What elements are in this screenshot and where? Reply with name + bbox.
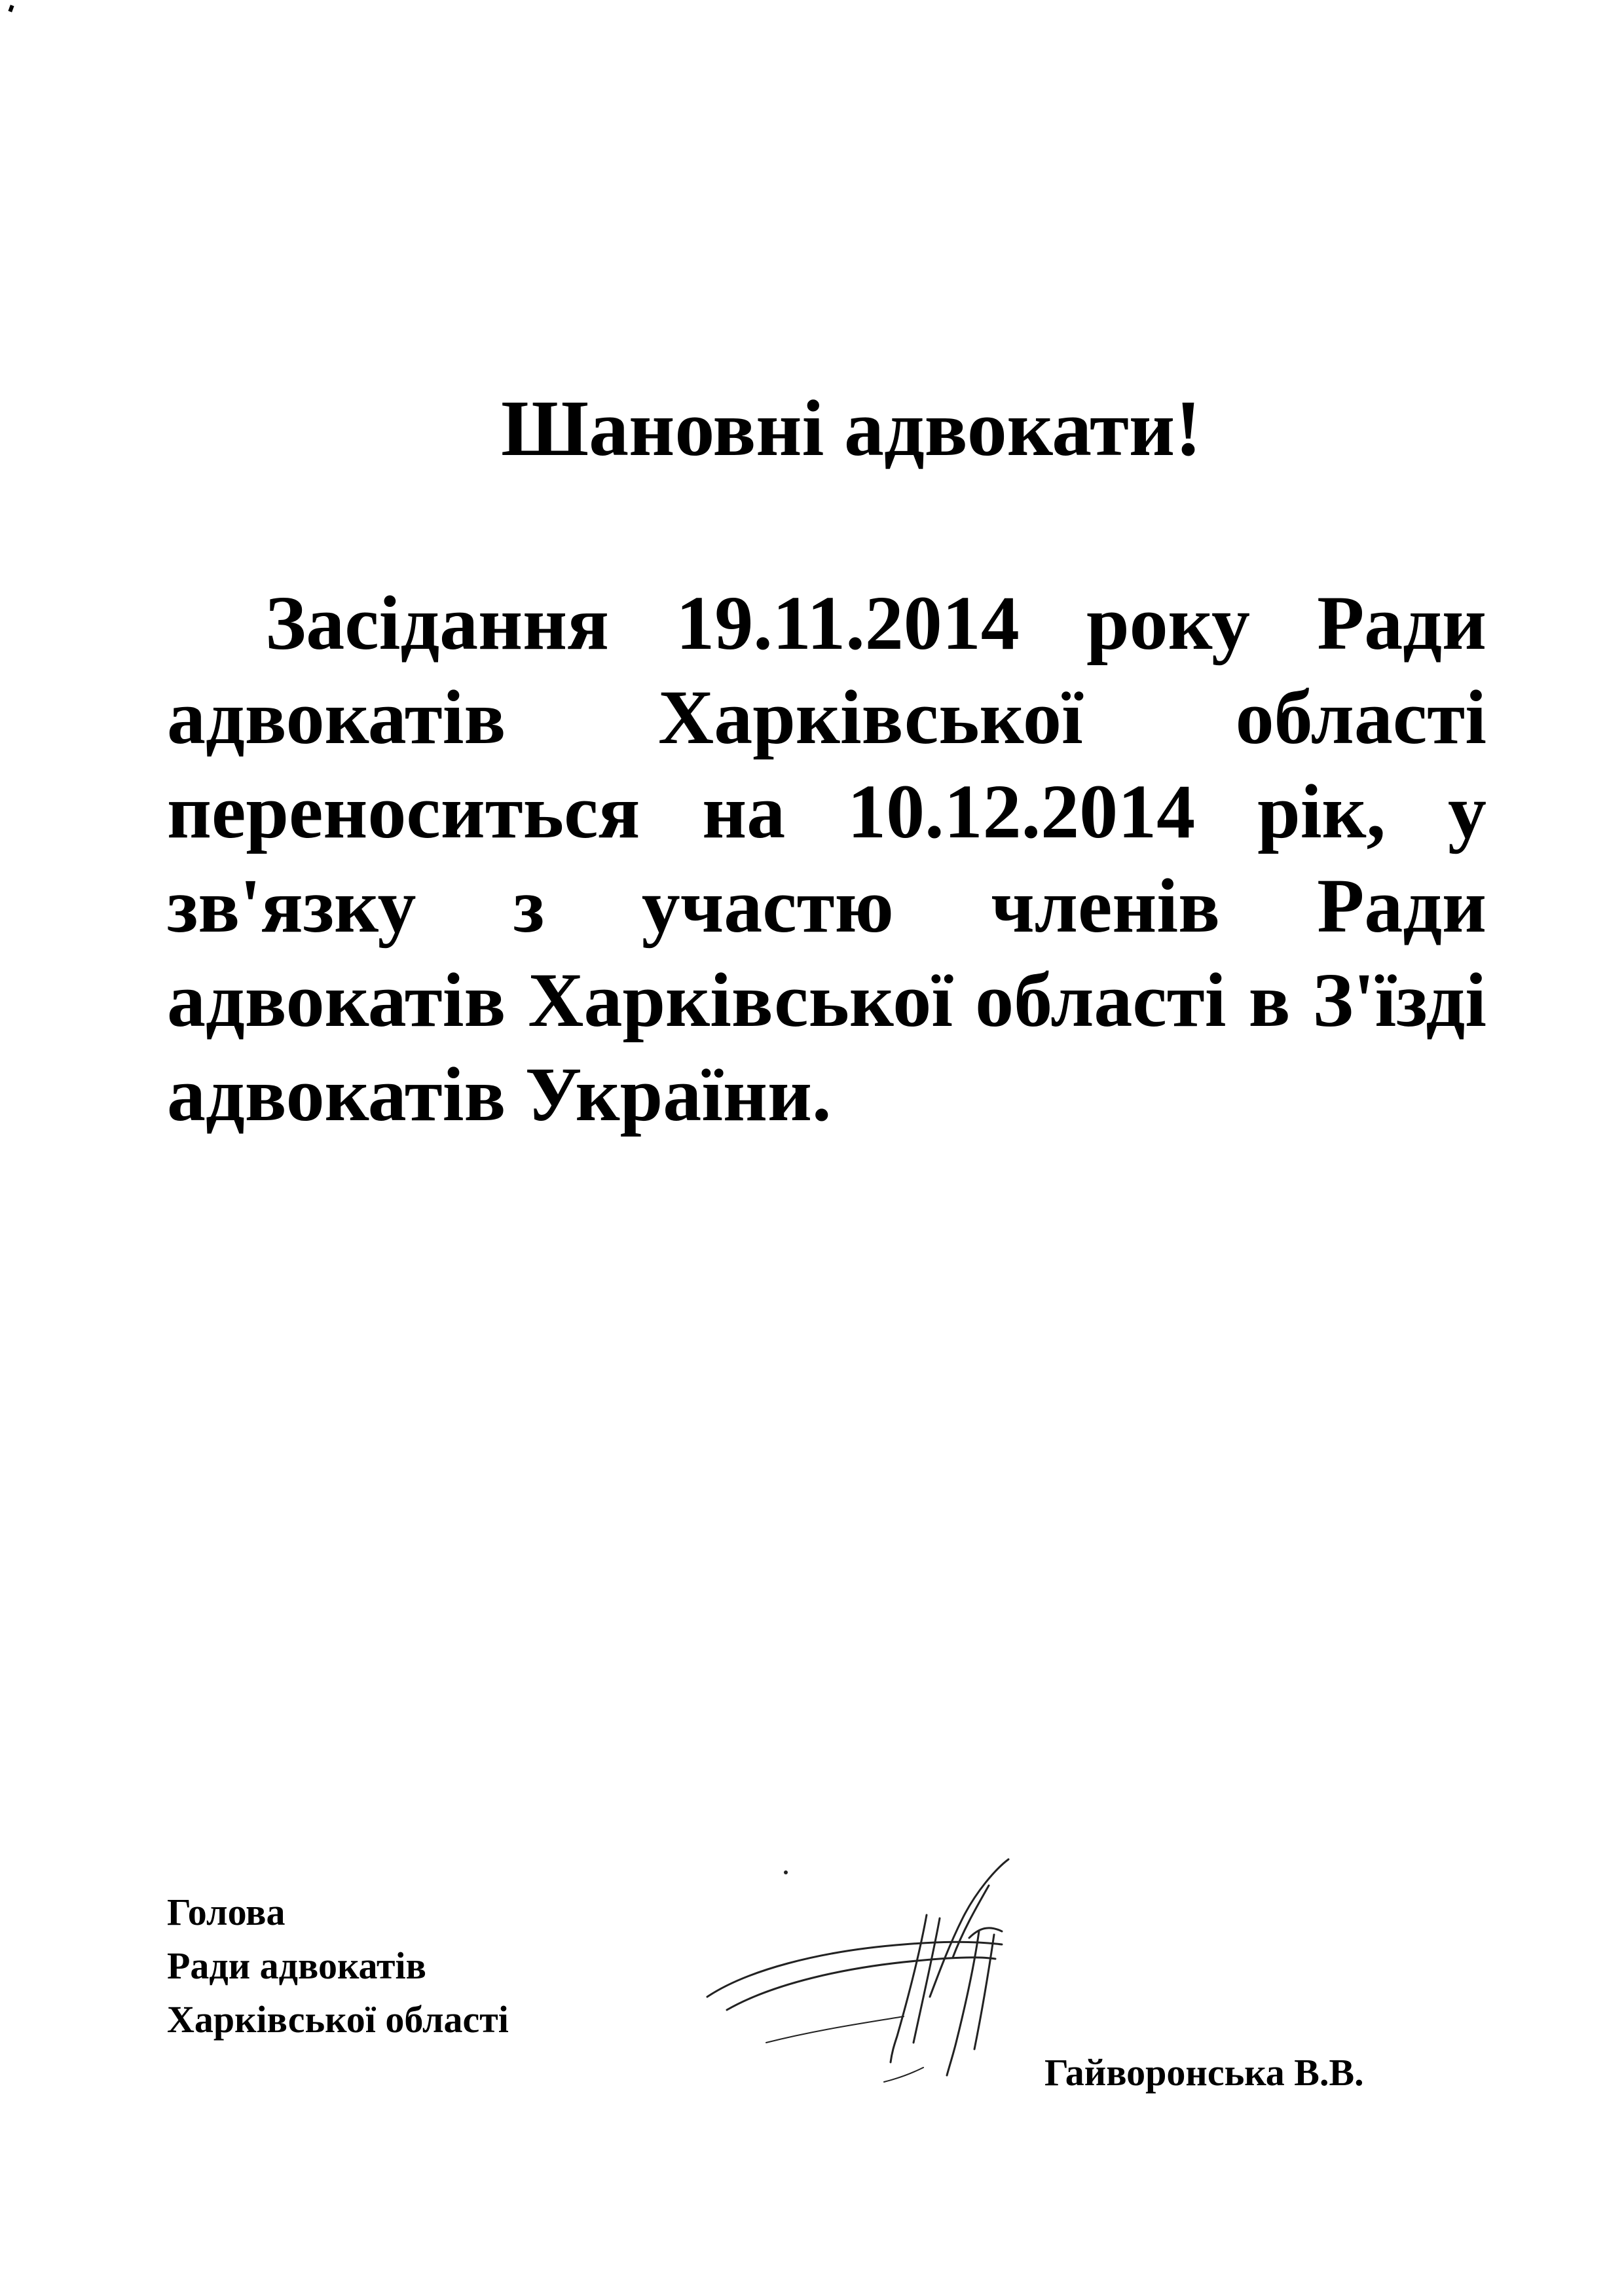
scan-speck [8,5,14,12]
handwritten-signature [688,1820,1080,2095]
position-line-2: Ради адвокатів [167,1944,426,1987]
position-line-3: Харківської області [167,1998,509,2041]
signatory-position [167,1886,509,2047]
document-title: Шановні адвокати! [501,384,1202,473]
announcement-body: Засідання 19.11.2014 року Ради адвокатів Харківської області переноситься на 10.12.2014 рік, у зв'язку з участю членів Ради адвокатів Харківської області в З'їзді адвокатів України. [167,580,1486,1137]
position-line-1: Голова [167,1891,286,1933]
signer-name: Гайворонська В.В. [1044,2051,1364,2094]
